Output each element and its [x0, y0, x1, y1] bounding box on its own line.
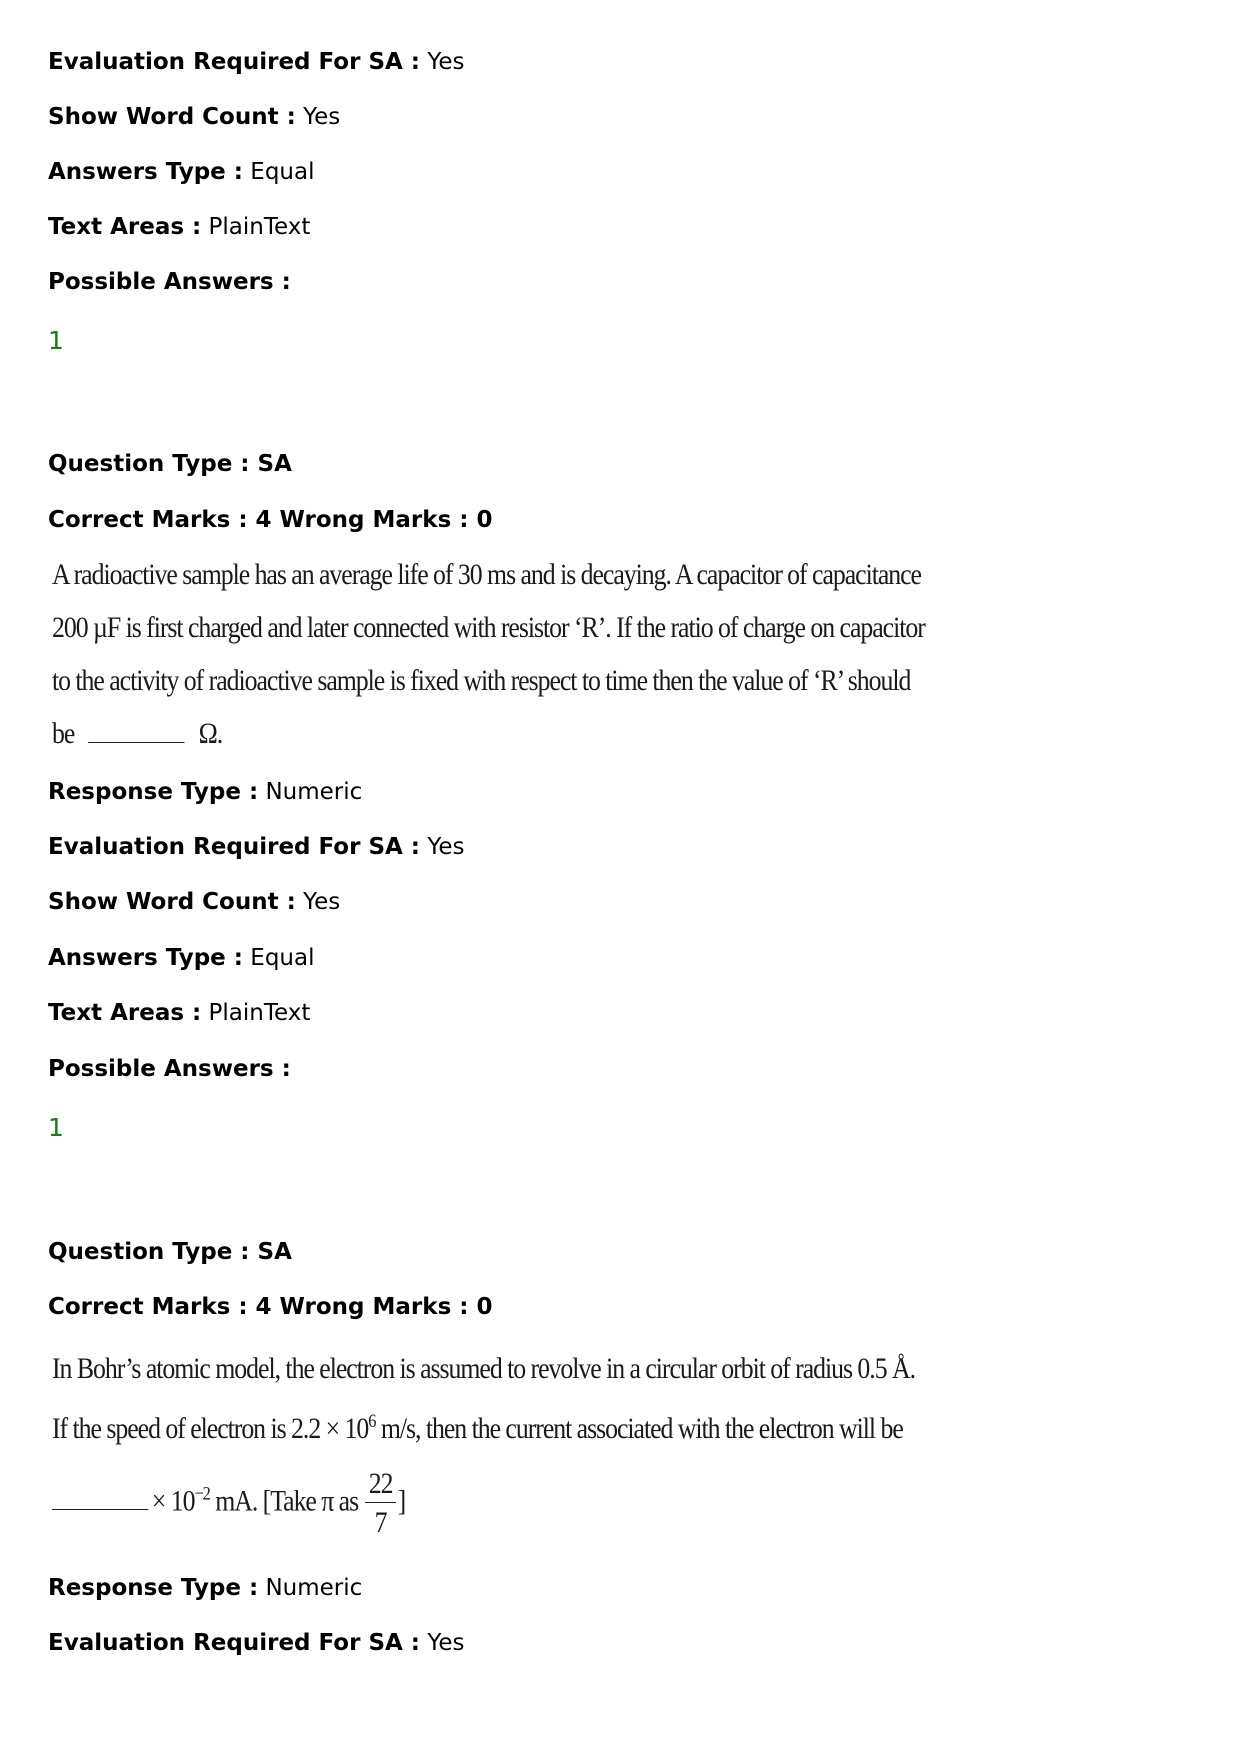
- question-text-fragment: ]: [397, 1484, 406, 1518]
- answers-type-label: Answers Type :: [48, 159, 243, 185]
- question-line: to the activity of radioactive sample is fixed with respect to time then the value of ‘R’ should: [52, 664, 911, 697]
- answers-type-value: Equal: [250, 945, 315, 971]
- evaluation-required-row: [48, 832, 464, 862]
- question-text-fragment: be: [52, 717, 75, 750]
- exponent: 6: [368, 1411, 376, 1432]
- evaluation-required-label: Evaluation Required For SA :: [48, 834, 421, 860]
- question-text-fragment: × 10: [151, 1484, 195, 1518]
- fraction: [365, 1469, 396, 1538]
- response-type-label: Response Type :: [48, 1575, 259, 1601]
- evaluation-required-value: Yes: [427, 49, 465, 75]
- text-areas-label: Text Areas :: [48, 1000, 202, 1026]
- evaluation-required-row: [48, 1628, 464, 1658]
- question-line: [52, 1469, 915, 1538]
- response-type-value: Numeric: [265, 779, 363, 805]
- text-areas-label: Text Areas :: [48, 214, 202, 240]
- marks-row: [48, 505, 492, 535]
- fraction-numerator: 22: [365, 1469, 396, 1503]
- text-areas-row: [48, 212, 310, 242]
- fraction-denominator: 7: [374, 1506, 387, 1539]
- possible-answer-value: 1: [48, 1113, 64, 1142]
- question-line: In Bohr’s atomic model, the electron is assumed to revolve in a circular orbit of radius 0.5 Å.: [52, 1352, 916, 1385]
- question-text-fragment: m/s, then the current associated with the electron will be: [375, 1412, 903, 1445]
- exponent: −2: [194, 1483, 210, 1505]
- question-type-text: Question Type : SA: [48, 451, 292, 477]
- show-word-count-value: Yes: [303, 104, 341, 130]
- question-type: [48, 1237, 292, 1267]
- answers-type-value: Equal: [250, 159, 315, 185]
- question-text-fragment: Ω.: [198, 717, 223, 750]
- evaluation-required-value: Yes: [427, 1630, 465, 1656]
- response-type-row: [48, 777, 362, 807]
- response-type-value: Numeric: [265, 1575, 363, 1601]
- show-word-count-row: [48, 102, 340, 132]
- question-text: [52, 1342, 915, 1538]
- answers-type-row: [48, 157, 315, 187]
- possible-answers-label: Possible Answers :: [48, 269, 291, 295]
- text-areas-row: [48, 998, 310, 1028]
- text-areas-value: PlainText: [208, 214, 311, 240]
- answer-blank: [88, 720, 184, 743]
- show-word-count-value: Yes: [303, 889, 341, 915]
- marks-text: Correct Marks : 4 Wrong Marks : 0: [48, 507, 493, 533]
- show-word-count-label: Show Word Count :: [48, 889, 296, 915]
- question-line: 200 µF is first charged and later connected with resistor ‘R’. If the ratio of charge on capacitor: [52, 611, 925, 644]
- marks-row: [48, 1292, 492, 1322]
- evaluation-required-label: Evaluation Required For SA :: [48, 1630, 421, 1656]
- answers-type-row: [48, 943, 315, 973]
- question-line: A radioactive sample has an average life of 30 ms and is decaying. A capacitor of capacitance: [52, 558, 921, 591]
- show-word-count-label: Show Word Count :: [48, 104, 296, 130]
- question-line: [52, 1395, 915, 1455]
- evaluation-required-row: [48, 47, 464, 77]
- response-type-label: Response Type :: [48, 779, 259, 805]
- question-type-text: Question Type : SA: [48, 1239, 292, 1265]
- evaluation-required-value: Yes: [427, 834, 465, 860]
- response-type-row: [48, 1573, 362, 1603]
- marks-text: Correct Marks : 4 Wrong Marks : 0: [48, 1294, 493, 1320]
- possible-answer-value: 1: [48, 326, 64, 355]
- answers-type-label: Answers Type :: [48, 945, 243, 971]
- question-type: [48, 449, 292, 479]
- answer-blank: [52, 1487, 148, 1510]
- evaluation-required-label: Evaluation Required For SA :: [48, 49, 421, 75]
- possible-answers-row: [48, 267, 291, 297]
- show-word-count-row: [48, 887, 340, 917]
- possible-answers-label: Possible Answers :: [48, 1056, 291, 1082]
- question-line: [52, 707, 925, 760]
- question-text-fragment: If the speed of electron is 2.2 × 10: [52, 1412, 369, 1445]
- question-text-fragment: mA. [Take π as: [209, 1484, 364, 1518]
- text-areas-value: PlainText: [208, 1000, 311, 1026]
- possible-answers-row: [48, 1054, 291, 1084]
- question-text: [52, 548, 925, 760]
